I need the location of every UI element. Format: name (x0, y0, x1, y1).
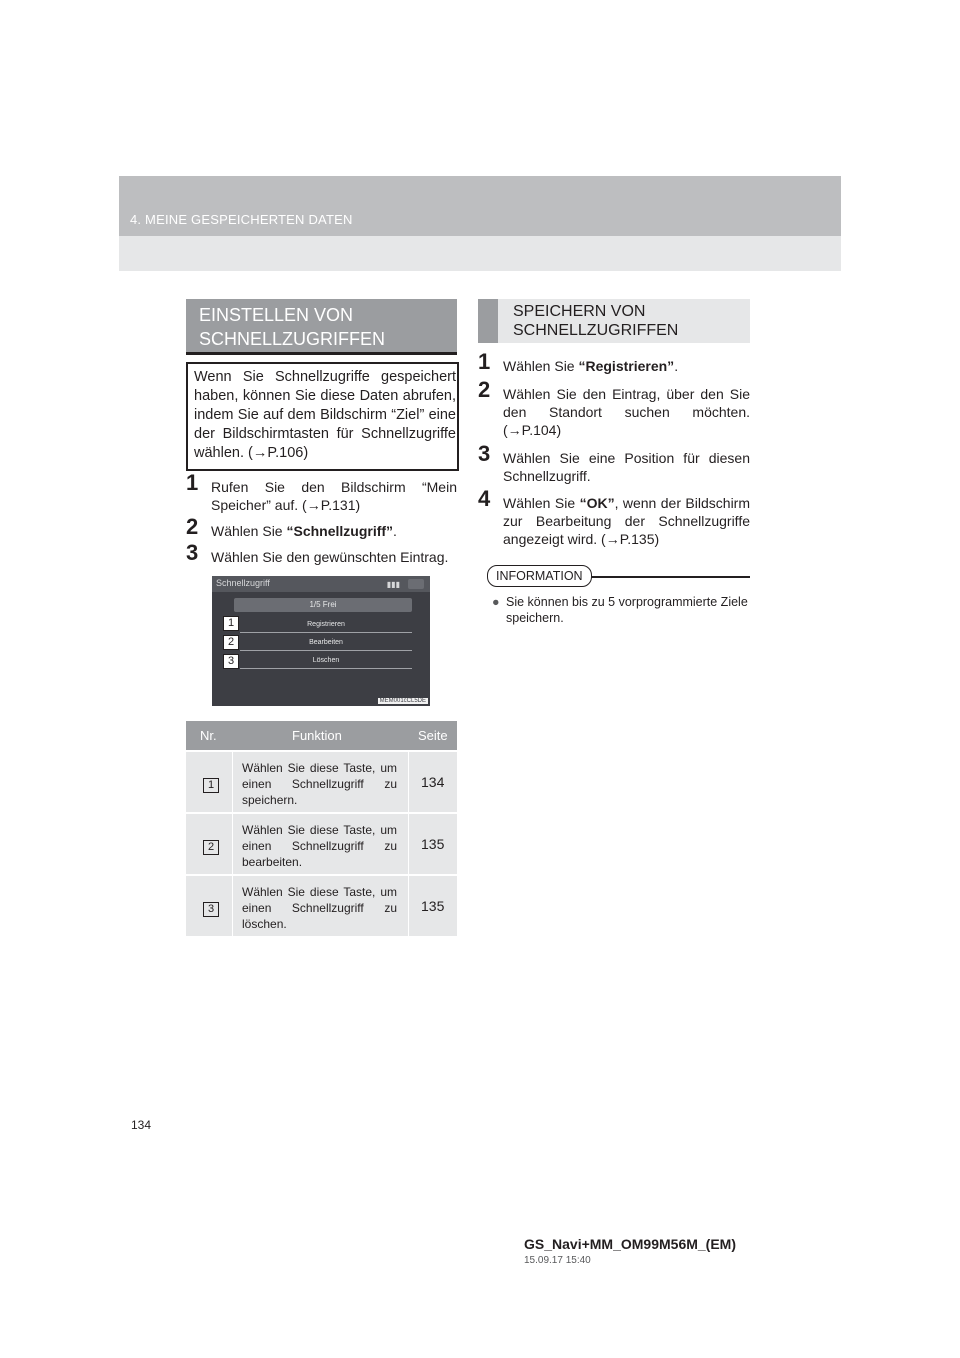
step-text: Wählen Sie eine Position für diesen Schnellzugriff. (503, 450, 750, 484)
row-function: Wählen Sie diese Taste, um einen Schnellzugriff zu löschen. (242, 885, 397, 931)
loeschen-button: Löschen (240, 654, 412, 669)
row-page: 135 (421, 836, 445, 852)
step-number: 3 (186, 540, 199, 565)
step-text: Rufen Sie den Bildschirm “Mein Speicher” auf. (→P.131) (211, 479, 457, 513)
header-band (119, 176, 841, 236)
document-id: GS_Navi+MM_OM99M56M_(EM) (524, 1236, 737, 1252)
step-number: 4 (478, 486, 491, 511)
left-step-1 (186, 470, 457, 518)
right-step-3 (478, 441, 750, 489)
table-row (186, 752, 457, 812)
step-number: 2 (186, 514, 199, 539)
header-subband (119, 236, 841, 271)
document-timestamp: 15.09.17 15:40 (524, 1255, 591, 1266)
step-text: Wählen Sie den gewünschten Eintrag. (211, 549, 449, 565)
step-number: 1 (478, 349, 491, 374)
step-text: Wählen Sie “Schnellzugriff”. (211, 523, 397, 539)
bearbeiten-button: Bearbeiten (240, 636, 412, 651)
row-number: 3 (203, 902, 219, 917)
image-code: MEM001cCL5DE (379, 698, 426, 704)
row-number: 2 (203, 840, 219, 855)
heading-line-2: SCHNELLZUGRIFFEN (199, 329, 386, 349)
col-header-nr: Nr. (200, 728, 217, 743)
row-page: 134 (421, 774, 445, 790)
col-header-funktion: Funktion (292, 728, 342, 743)
information-label: INFORMATION (487, 565, 592, 587)
page-number: 134 (131, 1118, 152, 1132)
table-row (186, 814, 457, 874)
left-section-heading (199, 303, 454, 351)
information-rule (580, 576, 750, 578)
row-function: Wählen Sie diese Taste, um einen Schnellzugriff zu bearbeiten. (242, 823, 397, 869)
heading-accent-bar (478, 299, 498, 343)
right-section-heading (513, 302, 753, 340)
callout-3: 3 (223, 654, 239, 669)
back-icon (408, 579, 424, 589)
bullet-icon: ● (492, 595, 500, 609)
device-screenshot (212, 576, 430, 706)
heading-line-1: EINSTELLEN VON (199, 305, 354, 325)
left-step-2 (186, 514, 457, 542)
table-row (186, 876, 457, 936)
row-number: 1 (203, 778, 219, 793)
step-text: Wählen Sie “OK”, wenn der Bildschirm zur Bearbeitung der Schnellzugriffe angezeigt wird. (→P.135) (503, 495, 751, 547)
row-page: 135 (421, 898, 445, 914)
callout-2: 2 (223, 635, 239, 650)
heading-line-1: SPEICHERN VON (513, 303, 646, 320)
information-note (492, 594, 752, 626)
step-text: Wählen Sie den Eintrag, über den Sie den Standort suchen möchten. (→P.104) (503, 386, 750, 438)
signal-icon: ▮▮▮ (386, 580, 400, 589)
right-step-1 (478, 349, 750, 377)
step-text: Wählen Sie “Registrieren”. (503, 358, 679, 374)
row-function: Wählen Sie diese Taste, um einen Schnellzugriff zu speichern. (242, 761, 397, 807)
step-number: 1 (186, 470, 199, 495)
section-title: 4. MEINE GESPEICHERTEN DATEN (130, 212, 353, 227)
screen-title: Schnellzugriff (216, 578, 270, 588)
information-text: Sie können bis zu 5 vorprogrammierte Ziele speichern. (506, 595, 748, 625)
screen-info: 1/5 Frei (234, 598, 412, 612)
col-header-seite: Seite (418, 728, 448, 743)
heading-line-2: SCHNELLZUGRIFFEN (513, 322, 679, 339)
callout-1: 1 (223, 616, 239, 631)
heading-rule (186, 352, 457, 355)
right-step-2 (478, 377, 750, 443)
step-number: 3 (478, 441, 491, 466)
table-header (186, 721, 457, 750)
intro-text: Wenn Sie Schnellzugriffe gespeichert haben, können Sie diese Daten abrufen, indem Sie auf dem Bildschirm “Ziel” eine der Bildschirmtasten für Schnellzugriffe wählen. (→P.106) (194, 369, 456, 461)
registrieren-button: Registrieren (240, 618, 412, 633)
step-number: 2 (478, 377, 491, 402)
left-step-3 (186, 540, 457, 568)
right-step-4 (478, 486, 751, 552)
